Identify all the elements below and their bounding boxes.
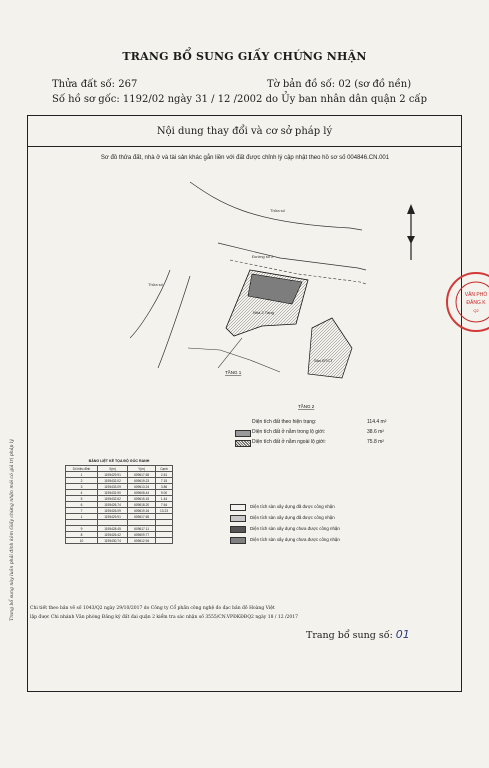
floor-two-label: TẦNG 2 <box>298 404 315 409</box>
table-cell: 1195432.02 <box>97 478 127 484</box>
table-cell: 609609.77 <box>128 532 156 538</box>
section-heading: Nội dung thay đổi và cơ sở pháp lý <box>156 126 333 137</box>
table-cell: 9 <box>66 526 98 532</box>
table-cell: 1195432.90 <box>97 490 127 496</box>
table-header: X(m) <box>97 466 127 472</box>
table-cell: 609619.16 <box>128 508 156 514</box>
table-cell: 9.00 <box>156 490 173 496</box>
table-cell: 2 <box>66 478 98 484</box>
table-cell: 2.61 <box>156 472 173 478</box>
table-cell: 1195426.42 <box>97 532 127 538</box>
table-cell: 4 <box>66 490 98 496</box>
table-cell: 609618.20 <box>128 502 156 508</box>
table-cell: 3 <box>66 484 98 490</box>
original-record-number: Số hồ sơ gốc: 1192/02 ngày 31 / 12 /2002 do Ủy ban nhân dân quận 2 cấp <box>52 94 427 105</box>
legend-swatch <box>235 430 251 437</box>
key-swatch <box>230 537 246 544</box>
table-cell: 1 <box>66 514 98 520</box>
floor-one-label: TẦNG 1 <box>225 370 242 375</box>
key-swatch <box>230 515 246 522</box>
table-cell: 6 <box>66 502 98 508</box>
table-cell: 1195432.62 <box>97 496 127 502</box>
key-row <box>228 503 428 514</box>
legend-row <box>222 428 422 438</box>
table-cell: 10 <box>66 538 98 544</box>
neighbor-top-label: Thửa số <box>270 208 285 213</box>
map-caption: Sơ đồ thửa đất, nhà ở và tài sản khác gắn liền với đất được chỉnh lý cập nhật theo hồ sơ số 004846.CN.001 <box>100 155 390 161</box>
block-b-label: Sàn BTCT <box>314 358 333 363</box>
svg-text:Q2: Q2 <box>473 308 479 313</box>
table-cell: 13.23 <box>156 508 173 514</box>
parcel-floor-2 <box>308 318 352 378</box>
parcel-number: Thửa đất số: 267 <box>52 79 138 90</box>
table-cell: 7 <box>66 508 98 514</box>
footnote-line: Chi tiết theo bản vẽ số 1043/Q2 ngày 29/10/2017 do Công ty Cổ phần công nghệ đo đạc bản đồ Hoàng Việt <box>30 606 275 611</box>
cadastral-plan <box>130 178 430 410</box>
table-cell: 609617.65 <box>128 472 156 478</box>
table-cell: 1195426.74 <box>97 502 127 508</box>
key-row <box>228 514 428 525</box>
table-cell: 609617.11 <box>128 526 156 532</box>
legend-label: Diện tích đất theo hiện trạng: <box>252 419 317 425</box>
block-a-label: Nhà 2 Tầng <box>253 310 274 315</box>
document-title: TRANG BỔ SUNG GIẤY CHỨNG NHẬN <box>122 50 367 63</box>
legend-value: 38.6 m² <box>367 429 384 435</box>
seal-stamp-icon <box>448 274 489 330</box>
table-cell: 609612.94 <box>128 538 156 544</box>
coordinates-body <box>66 472 173 544</box>
construction-area-key <box>228 503 428 547</box>
table-header: Y(m) <box>128 466 156 472</box>
table-cell: 609617.65 <box>128 514 156 520</box>
key-row <box>228 536 428 547</box>
key-label: Diện tích sàn xây dựng đã được công nhận <box>250 515 335 520</box>
legend-row <box>222 438 422 448</box>
key-label: Diện tích sàn xây dựng đã được công nhận <box>250 504 335 509</box>
table-cell: 1195428.45 <box>97 526 127 532</box>
neighbor-left-label: Thửa số <box>148 282 163 287</box>
north-arrow-icon <box>407 204 415 260</box>
legend-row <box>222 418 422 428</box>
road-boundary <box>190 182 362 230</box>
legend-label: Diện tích đất ở nằm trong lộ giới: <box>252 429 325 435</box>
legend-swatch <box>235 440 251 447</box>
table-cell: 7.64 <box>156 502 173 508</box>
frame-divider <box>27 146 462 147</box>
table-row <box>66 538 173 544</box>
road-label: Đường số 2 <box>252 254 274 259</box>
table-cell: 1195429.91 <box>97 472 127 478</box>
table-cell: 1.44 <box>156 496 173 502</box>
table-cell <box>156 538 173 544</box>
footnote-line: lập được Chi nhánh Văn phòng Đăng ký đất đai quận 2 kiểm tra sác nhận số 3555/CN.VPĐKĐĐQ2 ngày 18 / 12 /2017 <box>30 615 298 620</box>
table-cell: 609619.23 <box>128 478 156 484</box>
map-sheet-number: Tờ bản đồ số: 02 (sơ đồ nền) <box>267 79 412 90</box>
table-cell: 1195430.74 <box>97 538 127 544</box>
key-swatch <box>230 526 246 533</box>
table-cell: 609608.44 <box>128 490 156 496</box>
table-cell: 5 <box>66 496 98 502</box>
key-label: Diện tích sàn xây dựng chưa được công nhận <box>250 537 340 542</box>
area-legend <box>222 418 422 448</box>
table-cell: 7.15 <box>156 478 173 484</box>
table-cell: 3.86 <box>156 484 173 490</box>
table-cell: 8 <box>66 532 98 538</box>
supplement-label: Trang bổ sung số: <box>306 630 393 641</box>
table-cell: 609615.15 <box>128 496 156 502</box>
coordinates-title: BẢNG LIỆT KÊ TỌA ĐỘ GÓC RANH <box>88 459 150 463</box>
table-cell: 1 <box>66 472 98 478</box>
table-cell: 609613.24 <box>128 484 156 490</box>
side-note: Trang bổ sung này luôn phải đính kèm Giấy chứng nhận mới có giá trị pháp lý <box>10 439 15 621</box>
table-header: Cạnh <box>156 466 173 472</box>
supplement-page-number <box>306 628 410 641</box>
key-label: Diện tích sàn xây dựng chưa được công nhận <box>250 526 340 531</box>
svg-text:VĂN PHÒ: VĂN PHÒ <box>464 292 488 298</box>
table-header: Số hiệu đỉnh <box>66 466 98 472</box>
legend-label: Diện tích đất ở nằm ngoài lộ giới: <box>252 439 326 445</box>
legend-value: 75.8 m² <box>367 439 384 445</box>
handwritten-number: 01 <box>395 628 410 641</box>
legend-value: 114.4 m² <box>367 419 387 425</box>
svg-text:ĐĂNG K: ĐĂNG K <box>466 300 486 306</box>
table-cell: 1195426.09 <box>97 508 127 514</box>
coordinates-table <box>65 459 173 544</box>
table-cell: 1195433.09 <box>97 484 127 490</box>
footnote <box>30 604 450 622</box>
key-row <box>228 525 428 536</box>
key-swatch <box>230 504 246 511</box>
table-cell: 1195429.91 <box>97 514 127 520</box>
